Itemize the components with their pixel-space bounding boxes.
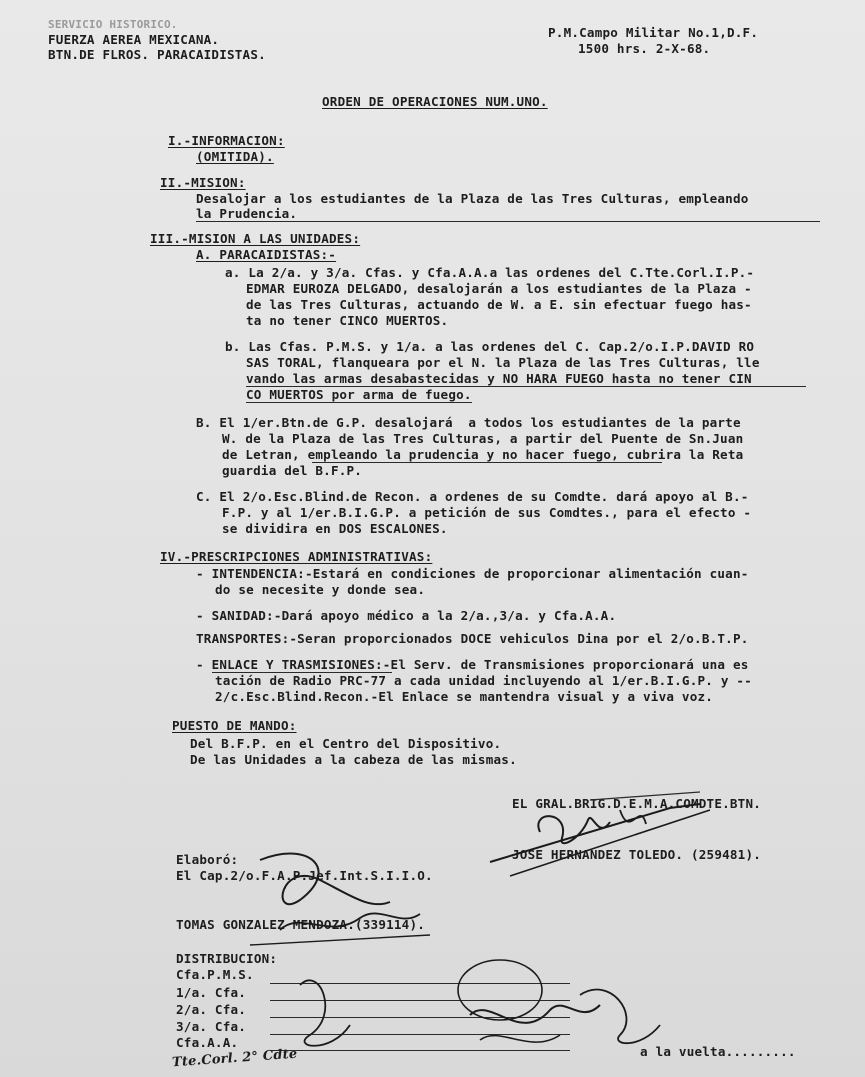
- puesto-heading: PUESTO DE MANDO:: [172, 718, 297, 733]
- document-title: ORDEN DE OPERACIONES NUM.UNO.: [322, 94, 548, 109]
- transportes-line: TRANSPORTES:-Seran proporcionados DOCE vehiculos Dina por el 2/o.B.T.P.: [196, 631, 749, 646]
- paragraph-B-line-1: B. El 1/er.Btn.de G.P. desalojará a todos los estudiantes de la parte: [196, 415, 741, 430]
- paragraph-a-line-3: de las Tres Culturas, actuando de W. a E. sin efectuar fuego has-: [246, 297, 752, 312]
- paragraph-C-line-1: C. El 2/o.Esc.Blind.de Recon. a ordenes de su Comdte. dará apoyo al B.-: [196, 489, 749, 504]
- elaboro-label: Elaboró:: [176, 852, 239, 867]
- enlace-underline: [212, 672, 392, 673]
- org-line-2: BTN.DE FLROS. PARACAIDISTAS.: [48, 47, 266, 62]
- paragraph-b-line-1: b. Las Cfas. P.M.S. y 1/a. a las ordenes del C. Cap.2/o.I.P.DAVID RO: [225, 339, 755, 354]
- paragraph-b-underline-2: [246, 402, 472, 403]
- footer-vuelta: a la vuelta.........: [640, 1044, 796, 1059]
- intendencia-line-1: - INTENDENCIA:-Estará en condiciones de proporcionar alimentación cuan-: [196, 566, 749, 581]
- distribucion-item-5: Cfa.A.A.: [176, 1035, 239, 1050]
- puesto-line-1: Del B.F.P. en el Centro del Dispositivo.: [190, 736, 502, 751]
- distribucion-item-3: 2/a. Cfa.: [176, 1002, 247, 1017]
- paragraph-a-line-2: EDMAR EUROZA DELGADO, desalojarán a los estudiantes de la Plaza -: [246, 281, 752, 296]
- commander-signature-icon: [470, 780, 830, 890]
- paragraph-b-line-3: vando las armas desabastecidas y NO HARA FUEGO hasta no tener CIN: [246, 371, 752, 386]
- paragraph-a-line-1: a. La 2/a. y 3/a. Cfas. y Cfa.A.A.a las ordenes del C.Tte.Corl.I.P.-: [225, 265, 755, 280]
- sanidad-line: - SANIDAD:-Dará apoyo médico a la 2/a.,3/a. y Cfa.A.A.: [196, 608, 617, 623]
- paragraph-B-underline: [312, 462, 662, 463]
- paragraph-a-line-4: ta no tener CINCO MUERTOS.: [246, 313, 449, 328]
- org-line-1: FUERZA AEREA MEXICANA.: [48, 32, 220, 47]
- enlace-line-3: 2/c.Esc.Blind.Recon.-El Enlace se mantendra visual y a viva voz.: [215, 689, 714, 704]
- elaboro-line: El Cap.2/o.F.A.P.Jef.Int.S.I.I.O.: [176, 868, 433, 883]
- section-2-heading: II.-MISION:: [160, 175, 246, 190]
- elaborator-signature-icon: [220, 840, 460, 960]
- paragraph-B-line-2: W. de la Plaza de las Tres Culturas, a partir del Puente de Sn.Juan: [222, 431, 744, 446]
- distribution-signatures-icon: [280, 955, 680, 1065]
- paragraph-b-underline-1: [246, 386, 806, 387]
- signature-rank: EL GRAL.BRIG.D.E.M.A.COMDTE.BTN.: [512, 796, 762, 811]
- distribucion-item-2: 1/a. Cfa.: [176, 985, 247, 1000]
- enlace-line-1: - ENLACE Y TRASMISIONES:-El Serv. de Transmisiones proporcionará una es: [196, 657, 749, 672]
- section-4-heading: IV.-PRESCRIPCIONES ADMINISTRATIVAS:: [160, 549, 433, 564]
- subsection-a-heading: A. PARACAIDISTAS:-: [196, 247, 337, 262]
- paragraph-B-line-4: guardia del B.F.P.: [222, 463, 363, 478]
- distribucion-item-1: Cfa.P.M.S.: [176, 967, 254, 982]
- distribucion-item-4: 3/a. Cfa.: [176, 1019, 247, 1034]
- paragraph-C-line-3: se dividira en DOS ESCALONES.: [222, 521, 448, 536]
- faded-header-line: SERVICIO HISTORICO.: [48, 18, 178, 31]
- paragraph-b-line-4: CO MUERTOS por arma de fuego.: [246, 387, 472, 402]
- section-2-underline: [196, 221, 820, 222]
- signature-name: JOSE HERNANDEZ TOLEDO. (259481).: [512, 847, 762, 862]
- paragraph-B-line-3: de Letran, empleando la prudencia y no hacer fuego, cubrira la Reta: [222, 447, 744, 462]
- paragraph-C-line-2: F.P. y al 1/er.B.I.G.P. a petición de sus Comdtes., para el efecto -: [222, 505, 752, 520]
- section-3-heading: III.-MISION A LAS UNIDADES:: [150, 231, 361, 246]
- place-line: P.M.Campo Militar No.1,D.F.: [548, 25, 759, 40]
- section-2-line-1: Desalojar a los estudiantes de la Plaza de las Tres Culturas, empleando: [196, 191, 749, 206]
- enlace-line-2: tación de Radio PRC-77 a cada unidad incluyendo al 1/er.B.I.G.P. y --: [215, 673, 752, 688]
- section-1-heading: I.-INFORMACION:: [168, 133, 285, 148]
- date-time-line: 1500 hrs. 2-X-68.: [578, 41, 711, 56]
- elaboro-name: TOMAS GONZALEZ MENDOZA.(339114).: [176, 917, 426, 932]
- intendencia-line-2: do se necesite y donde sea.: [215, 582, 426, 597]
- section-1-body: (OMITIDA).: [196, 149, 274, 164]
- paragraph-b-line-2: SAS TORAL, flanqueara por el N. la Plaza de las Tres Culturas, lle: [246, 355, 760, 370]
- distribucion-heading: DISTRIBUCION:: [176, 951, 278, 966]
- handwritten-note-bottom: Tte.Corl. 2° Cdte: [171, 1046, 298, 1071]
- puesto-line-2: De las Unidades a la cabeza de las mismas.: [190, 752, 517, 767]
- section-2-line-2: la Prudencia.: [196, 206, 298, 221]
